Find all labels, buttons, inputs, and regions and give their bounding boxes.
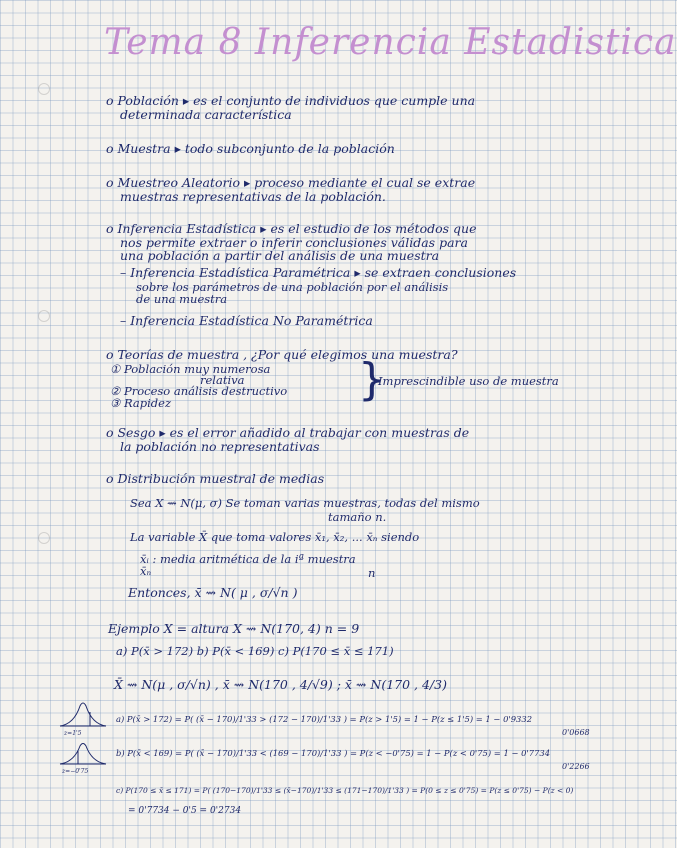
media-line: x̄ᵢ : media aritmética de la iª muestra [140,552,356,566]
normal-curve-a-icon [58,698,108,732]
teorias-item-1: ① Población muy numerosa [110,362,271,376]
entonces-line: Entonces, x̄ ⇝ N( μ , σ/√n ) [128,585,298,600]
definition-sesgo-cont: la población no representativas [120,439,320,454]
definition-inferencia-cont: nos permite extraer o inferir conclusiones válidas para [120,235,468,250]
solution-a: a) P(x̄ > 172) = P( (x̄ − 170)/1'33 > (172 − 170)/1'33 ) = P(z > 1'5) = 1 − P(z ≤ 1'5) = 1 − 0'9332 [116,714,533,724]
ejemplo-line: Ejemplo X = altura X ⇝ N(170, 4) n = 9 [108,621,360,636]
solution-c: c) P(170 ≤ x̄ ≤ 171) = P( (170−170)/1'33 ≤ (x̄−170)/1'33 ≤ (171−170)/1'33 ) = P(0 ≤ z ≤ 0'75) = P(z ≤ 0'75) − P(z < 0) [116,786,574,795]
solution-b-result: 0'2266 [562,762,590,771]
ejemplo-items: a) P(x̄ > 172) b) P(x̄ < 169) c) P(170 ≤ x̄ ≤ 171) [116,644,394,658]
normal-curve-b-icon [58,740,108,770]
inferencia-parametrica: – Inferencia Estadística Paramétrica ▸ se extraen conclusiones [120,265,517,280]
margin-hole [38,310,50,322]
margin-hole [38,83,50,95]
definition-poblacion-cont: determinada característica [120,107,292,122]
teorias-item-3: ③ Rapidez [110,396,172,410]
solution-a-result: 0'0668 [562,728,590,737]
variable-line: La variable X̄ que toma valores x̄₁, x̄₂, ... x̄ₙ siendo [130,530,420,544]
inferencia-parametrica-cont2: de una muestra [136,292,228,306]
definition-inferencia: o Inferencia Estadística ▸ es el estudio de los métodos que [106,221,477,236]
media-denominator: n [368,566,376,580]
curve-a-label: z=1'5 [64,730,82,737]
definition-muestra: o Muestra ▸ todo subconjunto de la población [106,141,395,156]
curve-b-label: z=−0'75 [62,768,89,775]
distribucion-heading: o Distribución muestral de medias [106,471,325,486]
definition-inferencia-cont2: una población a partir del análisis de una muestra [120,248,440,263]
teorias-item-2: ② Proceso análisis destructivo [110,384,288,398]
inferencia-parametrica-cont: sobre los parámetros de una población por el análisis [136,280,449,294]
brace-symbol: } [358,354,386,405]
margin-hole [38,532,50,544]
sea-line-cont: tamaño n. [328,510,387,524]
definition-muestreo: o Muestreo Aleatorio ▸ proceso mediante el cual se extrae [106,175,476,190]
sea-line: Sea X ⇝ N(μ, σ) Se toman varias muestras, todas del mismo [130,496,480,510]
solution-c-cont: = 0'7734 − 0'5 = 0'2734 [128,806,242,816]
teorias-item-1-note: relativa [200,373,245,387]
inferencia-no-parametrica: – Inferencia Estadística No Paramétrica [120,313,373,328]
distribution-line: X̄ ⇝ N(μ , σ/√n) , x̄ ⇝ N(170 , 4/√9) ; x̄ ⇝ N(170 , 4/3) [114,677,447,692]
teorias-brace-note: Imprescindible uso de muestra [378,374,559,388]
page-title: Tema 8 Inferencia Estadistica [104,22,677,63]
definition-poblacion: o Población ▸ es el conjunto de individuos que cumple una [106,93,476,108]
definition-sesgo: o Sesgo ▸ es el error añadido al trabajar con muestras de [106,425,470,440]
definition-muestreo-cont: muestras representativas de la población. [120,189,386,204]
media-subscript: x̄ₙ [140,564,152,578]
teorias-heading: o Teorías de muestra , ¿Por qué elegimos una muestra? [106,347,458,362]
solution-b: b) P(x̄ < 169) = P( (x̄ − 170)/1'33 < (169 − 170)/1'33 ) = P(z < −0'75) = 1 − P(z < 0'75) = 1 − 0'7734 [116,748,551,758]
